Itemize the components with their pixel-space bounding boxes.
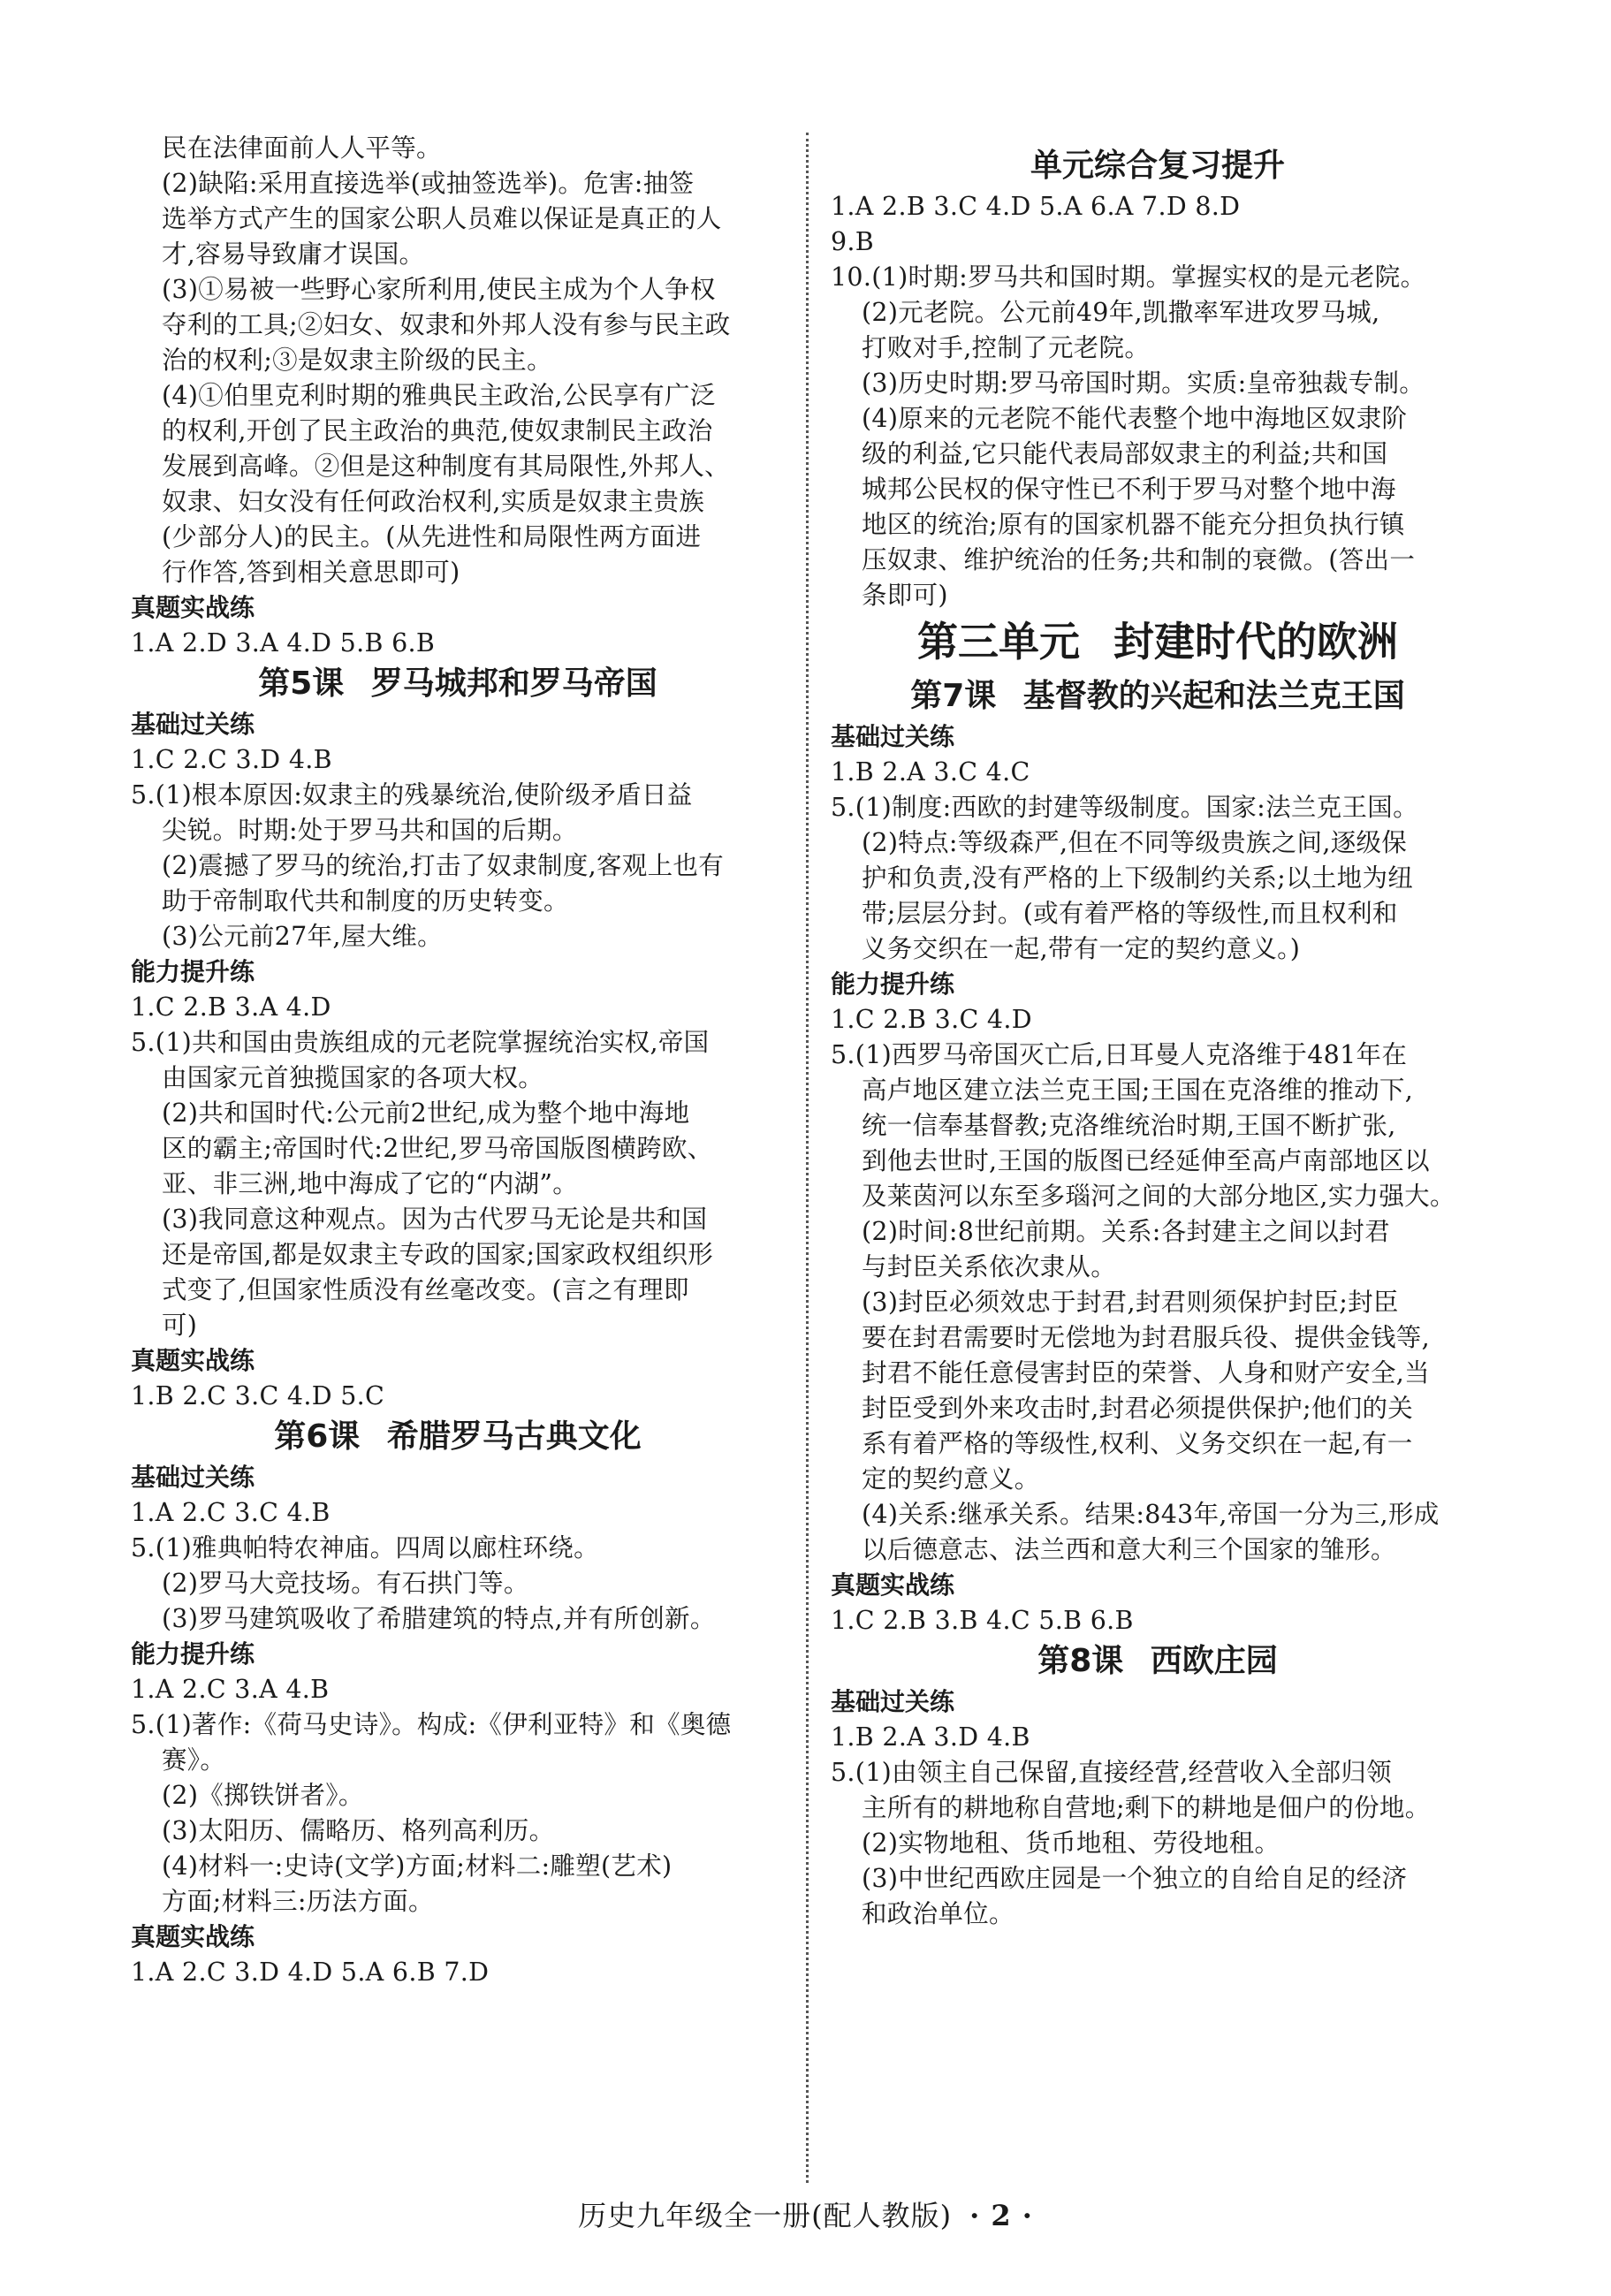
text-line: 可) xyxy=(162,1311,198,1340)
text-line: 地区的统治;原有的国家机器不能充分担负执行镇 xyxy=(862,510,1405,539)
text-line: (3)①易被一些野心家所利用,使民主成为个人争权 xyxy=(162,275,716,304)
text-line: 由国家元首独揽国家的各项大权。 xyxy=(162,1063,544,1092)
text-line: 亚、非三洲,地中海成了它的“内湖”。 xyxy=(162,1169,579,1198)
review-answers-line2: 9.B xyxy=(831,227,875,256)
lesson6-basic-heading: 基础过关练 xyxy=(131,1463,255,1492)
text-line: 才,容易导致庸才误国。 xyxy=(162,239,425,269)
text-line: 还是帝国,都是奴隶主专政的国家;国家政权组织形 xyxy=(162,1240,714,1269)
text-line: 赛》。 xyxy=(162,1745,226,1775)
text-line: 以后德意志、法兰西和意大利三个国家的雏形。 xyxy=(862,1535,1396,1564)
text-line: (2)缺陷:采用直接选举(或抽签选举)。危害:抽签 xyxy=(162,169,695,198)
right-column xyxy=(831,131,1485,1932)
lesson7-basic-lines xyxy=(831,790,1485,967)
text-line: 尖锐。时期:处于罗马共和国的后期。 xyxy=(162,816,578,845)
text-line: 的权利,开创了民主政治的典范,使奴隶制民主政治 xyxy=(162,416,713,445)
unit-review-section xyxy=(831,143,1485,613)
text-line: 义务交织在一起,带有一定的契约意义。) xyxy=(862,934,1301,963)
text-line: (2)震撼了罗马的统治,打击了奴隶制度,客观上也有 xyxy=(162,851,724,880)
page-footer xyxy=(0,2193,1611,2234)
lesson6-ability-lines xyxy=(131,1707,785,1920)
lesson6-section xyxy=(131,1414,785,1990)
text-line: 治的权利;③是奴隶主阶级的民主。 xyxy=(162,346,552,375)
text-line: (4)关系:继承关系。结果:843年,帝国一分为三,形成 xyxy=(862,1500,1440,1529)
text-line: 定的契约意义。 xyxy=(862,1464,1040,1494)
lesson7-title: 第7课 基督教的兴起和法兰克王国 xyxy=(910,678,1405,714)
text-line: (3)历史时期:罗马帝国时期。实质:皇帝独裁专制。 xyxy=(862,369,1425,398)
lesson8-basic-heading: 基础过关练 xyxy=(831,1687,955,1716)
column-divider xyxy=(806,133,809,2183)
intro-lines xyxy=(131,131,785,590)
text-line: (3)封臣必须效忠于封君,封君则须保护封臣;封臣 xyxy=(862,1288,1399,1317)
text-line: 方面;材料三:历法方面。 xyxy=(162,1887,434,1916)
text-line: (4)原来的元老院不能代表整个地中海地区奴隶阶 xyxy=(862,404,1408,433)
lesson5-zhenti-heading: 真题实战练 xyxy=(131,1346,255,1375)
text-line: 级的利益,它只能代表局部奴隶主的利益;共和国 xyxy=(862,439,1388,468)
lesson5-ability-answers: 1.C 2.B 3.A 4.D xyxy=(131,992,331,1022)
page-number: · 2 · xyxy=(969,2199,1033,2232)
text-line: (少部分人)的民主。(从先进性和局限性两方面进 xyxy=(162,522,702,551)
text-line: (2)《掷铁饼者》。 xyxy=(162,1781,364,1810)
unit-review-title: 单元综合复习提升 xyxy=(1030,148,1285,184)
lesson7-ability-heading: 能力提升练 xyxy=(831,969,955,999)
text-line: 民在法律面前人人平等。 xyxy=(162,133,442,163)
text-line: (2)共和国时代:公元前2世纪,成为整个地中海地 xyxy=(162,1099,690,1128)
text-line: (2)元老院。公元前49年,凯撒率军进攻罗马城, xyxy=(862,298,1380,327)
text-line: 要在封君需要时无偿地为封君服兵役、提供金钱等, xyxy=(862,1323,1430,1352)
lesson7-basic-heading: 基础过关练 xyxy=(831,722,955,751)
text-line: 5.(1)共和国由贵族组成的元老院掌握统治实权,帝国 xyxy=(131,1028,710,1057)
text-line: 区的霸主;帝国时代:2世纪,罗马帝国版图横跨欧、 xyxy=(162,1134,713,1163)
text-line: 夺利的工具;②妇女、奴隶和外邦人没有参与民主政 xyxy=(162,310,731,339)
text-line: 及莱茵河以东至多瑙河之间的大部分地区,实力强大。 xyxy=(862,1182,1455,1211)
text-line: 5.(1)著作:《荷马史诗》。构成:《伊利亚特》和《奥德 xyxy=(131,1710,732,1739)
text-line: 带;层层分封。(或有着严格的等级性,而且权利和 xyxy=(862,899,1398,928)
text-line: (3)中世纪西欧庄园是一个独立的自给自足的经济 xyxy=(862,1864,1408,1893)
text-line: 5.(1)由领主自己保留,直接经营,经营收入全部归领 xyxy=(831,1758,1392,1787)
text-line: 压奴隶、维护统治的任务;共和制的衰微。(答出一 xyxy=(862,545,1416,574)
text-line: (4)材料一:史诗(文学)方面;材料二:雕塑(艺术) xyxy=(162,1851,673,1881)
lesson6-basic-answers: 1.A 2.C 3.C 4.B xyxy=(131,1498,331,1527)
lesson7-zhenti-answers: 1.C 2.B 3.B 4.C 5.B 6.B xyxy=(831,1606,1134,1635)
intro-zhenti-heading: 真题实战练 xyxy=(131,593,255,622)
lesson8-basic-lines xyxy=(831,1755,1485,1932)
lesson5-basic-heading: 基础过关练 xyxy=(131,710,255,739)
text-line: 式变了,但国家性质没有丝毫改变。(言之有理即 xyxy=(162,1275,689,1304)
text-line: 与封臣关系依次隶从。 xyxy=(862,1252,1117,1281)
text-line: (4)①伯里克利时期的雅典民主政治,公民享有广泛 xyxy=(162,381,716,410)
text-line: 选举方式产生的国家公职人员难以保证是真正的人 xyxy=(162,204,722,233)
text-line: (2)罗马大竞技场。有石拱门等。 xyxy=(162,1569,529,1598)
text-line: 发展到高峰。②但是这种制度有其局限性,外邦人、 xyxy=(162,452,730,481)
text-line: 封臣受到外来攻击时,封君必须提供保护;他们的关 xyxy=(862,1394,1414,1423)
text-line: 5.(1)雅典帕特农神庙。四周以廊柱环绕。 xyxy=(131,1533,599,1562)
text-line: 5.(1)西罗马帝国灭亡后,日耳曼人克洛维于481年在 xyxy=(831,1040,1408,1069)
lesson4-continuation xyxy=(131,131,785,661)
text-line: 护和负责,没有严格的上下级制约关系;以土地为纽 xyxy=(862,863,1414,893)
intro-zhenti-answers: 1.A 2.D 3.A 4.D 5.B 6.B xyxy=(131,628,436,658)
lesson5-basic-answers: 1.C 2.C 3.D 4.B xyxy=(131,745,332,774)
lesson5-title: 第5课 罗马城邦和罗马帝国 xyxy=(258,665,657,702)
lesson7-section xyxy=(831,673,1485,1638)
text-line: 到他去世时,王国的版图已经延伸至高卢南部地区以 xyxy=(862,1146,1430,1175)
text-line: 奴隶、妇女没有任何政治权利,实质是奴隶主贵族 xyxy=(162,487,705,516)
lesson5-section xyxy=(131,661,785,1414)
lesson5-ability-heading: 能力提升练 xyxy=(131,957,255,986)
unit3-title: 第三单元 封建时代的欧洲 xyxy=(916,618,1398,665)
text-line: 统一信奉基督教;克洛维统治时期,王国不断扩张, xyxy=(862,1111,1396,1140)
lesson8-basic-answers: 1.B 2.A 3.D 4.B xyxy=(831,1722,1030,1752)
text-line: 城邦公民权的保守性已不利于罗马对整个地中海 xyxy=(862,475,1396,504)
text-line: 行作答,答到相关意思即可) xyxy=(162,558,460,587)
text-line: 5.(1)制度:西欧的封建等级制度。国家:法兰克王国。 xyxy=(831,793,1418,822)
text-line: (2)时间:8世纪前期。关系:各封建主之间以封君 xyxy=(862,1217,1390,1246)
lesson6-ability-answers: 1.A 2.C 3.A 4.B xyxy=(131,1675,330,1704)
lesson5-basic-lines xyxy=(131,778,785,954)
review-answers-line1: 1.A 2.B 3.C 4.D 5.A 6.A 7.D 8.D xyxy=(831,192,1241,221)
text-line: (2)特点:等级森严,但在不同等级贵族之间,逐级保 xyxy=(862,828,1408,857)
lesson6-zhenti-heading: 真题实战练 xyxy=(131,1922,255,1951)
text-line: 高卢地区建立法兰克王国;王国在克洛维的推动下, xyxy=(862,1076,1414,1105)
lesson6-ability-heading: 能力提升练 xyxy=(131,1639,255,1669)
text-line: 5.(1)根本原因:奴隶主的残暴统治,使阶级矛盾日益 xyxy=(131,780,693,810)
lesson6-zhenti-answers: 1.A 2.C 3.D 4.D 5.A 6.B 7.D xyxy=(131,1958,490,1987)
lesson6-title: 第6课 希腊罗马古典文化 xyxy=(274,1418,642,1455)
review-q10-lines xyxy=(831,260,1485,613)
lesson7-zhenti-heading: 真题实战练 xyxy=(831,1570,955,1600)
lesson8-section xyxy=(831,1638,1485,1932)
text-line: (3)公元前27年,屋大维。 xyxy=(162,922,443,951)
lesson6-basic-lines xyxy=(131,1531,785,1637)
text-line: 条即可) xyxy=(862,581,948,610)
text-line: 和政治单位。 xyxy=(862,1899,1014,1928)
text-line: 主所有的耕地称自营地;剩下的耕地是佃户的份地。 xyxy=(862,1793,1431,1822)
left-column xyxy=(131,131,785,1990)
lesson5-zhenti-answers: 1.B 2.C 3.C 4.D 5.C xyxy=(131,1381,385,1410)
text-line: (3)罗马建筑吸收了希腊建筑的特点,并有所创新。 xyxy=(162,1604,716,1633)
text-line: (2)实物地租、货币地租、劳役地租。 xyxy=(862,1828,1280,1858)
text-line: (3)我同意这种观点。因为古代罗马无论是共和国 xyxy=(162,1205,708,1234)
text-line: 10.(1)时期:罗马共和国时期。掌握实权的是元老院。 xyxy=(831,262,1426,292)
text-line: 打败对手,控制了元老院。 xyxy=(862,333,1151,362)
lesson7-basic-answers: 1.B 2.A 3.C 4.C xyxy=(831,757,1030,787)
lesson7-ability-answers: 1.C 2.B 3.C 4.D xyxy=(831,1005,1032,1034)
text-line: 封君不能任意侵害封臣的荣誉、人身和财产安全,当 xyxy=(862,1358,1430,1387)
footer-book-title: 历史九年级全一册(配人教版) xyxy=(578,2199,953,2232)
lesson5-ability-lines xyxy=(131,1025,785,1343)
lesson8-title: 第8课 西欧庄园 xyxy=(1037,1643,1278,1679)
text-line: 助于帝制取代共和制度的历史转变。 xyxy=(162,886,569,916)
lesson7-ability-lines xyxy=(831,1038,1485,1568)
text-line: 系有着严格的等级性,权利、义务交织在一起,有一 xyxy=(862,1429,1413,1458)
text-line: (3)太阳历、儒略历、格列高利历。 xyxy=(162,1816,555,1845)
